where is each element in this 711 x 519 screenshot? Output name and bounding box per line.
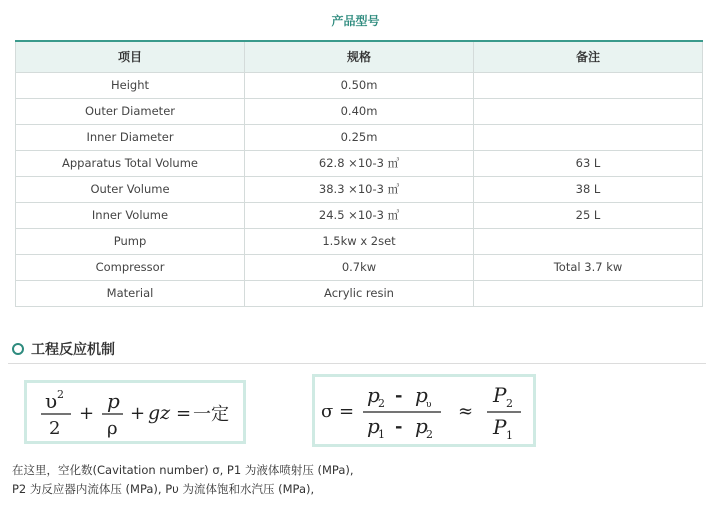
description-line-2: P2 为反应器内流体压 (MPa), Pυ 为流体饱和水汽压 (MPa), (12, 482, 315, 496)
table-header-row (16, 41, 703, 72)
spec-table (15, 40, 703, 307)
formula2-ratio-den-sub: 1 (506, 429, 513, 442)
cell-spec: 0.25m (245, 124, 474, 150)
formula1-equals: = (176, 403, 192, 424)
section-divider (8, 363, 706, 364)
cell-note (474, 228, 703, 254)
formula2-ratio-num-sub: 2 (506, 397, 513, 410)
cell-spec: 0.7kw (245, 254, 474, 280)
cell-note: 38 L (474, 176, 703, 202)
formula2-num-p: p (367, 383, 380, 407)
cell-note (474, 280, 703, 306)
table-row (16, 150, 703, 176)
cell-item: Outer Volume (16, 176, 245, 202)
circle-bullet-icon (12, 343, 24, 355)
cell-note (474, 98, 703, 124)
table-row (16, 98, 703, 124)
formula2-equals: = (339, 401, 355, 422)
table-row (16, 124, 703, 150)
cell-item: Compressor (16, 254, 245, 280)
formula2-approx: ≈ (458, 401, 474, 422)
cell-note: Total 3.7 kw (474, 254, 703, 280)
cell-note (474, 124, 703, 150)
formula2-num-pv-sub: υ (426, 400, 432, 410)
cell-item: Inner Volume (16, 202, 245, 228)
table-row (16, 254, 703, 280)
description-line-1: 在这里，空化数(Cavitation number) σ, P1 为液体喷射压 (MPa), (12, 463, 354, 477)
cell-item: Apparatus Total Volume (16, 150, 245, 176)
table-row (16, 202, 703, 228)
formula1-constant: 一定 (193, 404, 229, 425)
header-spec: 规格 (245, 41, 474, 72)
cell-spec: 24.5 ×10-3 ㎥ (245, 202, 474, 228)
cavitation-formula (312, 374, 536, 447)
cell-item: Material (16, 280, 245, 306)
section-title-text: 工程反应机制 (31, 342, 115, 358)
table-row (16, 176, 703, 202)
cell-spec: 0.40m (245, 98, 474, 124)
formula2-num-pv: p (415, 383, 428, 407)
formula1-plus-1: + (79, 403, 95, 424)
cell-note: 25 L (474, 202, 703, 228)
section-heading (12, 339, 115, 359)
formula2-den-p2-sub: 2 (426, 428, 433, 441)
formula1-exponent: 2 (57, 388, 64, 401)
formula1-plus-2: + (130, 403, 146, 424)
table-caption: 产品型号 (331, 14, 380, 28)
cell-item: Inner Diameter (16, 124, 245, 150)
formula1-gz: gz (148, 402, 171, 424)
formula1-velocity: υ (45, 389, 58, 413)
cell-spec: Acrylic resin (245, 280, 474, 306)
formula2-sigma: σ (321, 401, 334, 422)
bernoulli-formula (24, 380, 246, 444)
header-item: 项目 (16, 41, 245, 72)
formula1-density: ρ (107, 418, 118, 439)
formula2-den-p1-sub: 1 (378, 428, 385, 441)
cell-spec: 38.3 ×10-3 ㎥ (245, 176, 474, 202)
table-row (16, 228, 703, 254)
formula2-den-p2: p (415, 414, 428, 438)
cell-note: 63 L (474, 150, 703, 176)
formula1-pressure: p (107, 389, 120, 413)
table-row (16, 72, 703, 98)
formula2-ratio-num: P (493, 383, 507, 407)
formula2-den-minus: - (395, 416, 403, 437)
cell-spec: 62.8 ×10-3 ㎥ (245, 150, 474, 176)
formula2-num-minus: - (395, 385, 403, 406)
formula1-denominator: 2 (49, 418, 61, 439)
formula2-den-p1: p (367, 414, 380, 438)
cell-item: Outer Diameter (16, 98, 245, 124)
formula2-ratio-den: P (493, 415, 507, 439)
cell-item: Height (16, 72, 245, 98)
cell-spec: 0.50m (245, 72, 474, 98)
cell-spec: 1.5kw x 2set (245, 228, 474, 254)
cell-item: Pump (16, 228, 245, 254)
cell-note (474, 72, 703, 98)
formula2-num-p-sub: 2 (378, 397, 385, 410)
header-note: 备注 (474, 41, 703, 72)
table-row (16, 280, 703, 306)
